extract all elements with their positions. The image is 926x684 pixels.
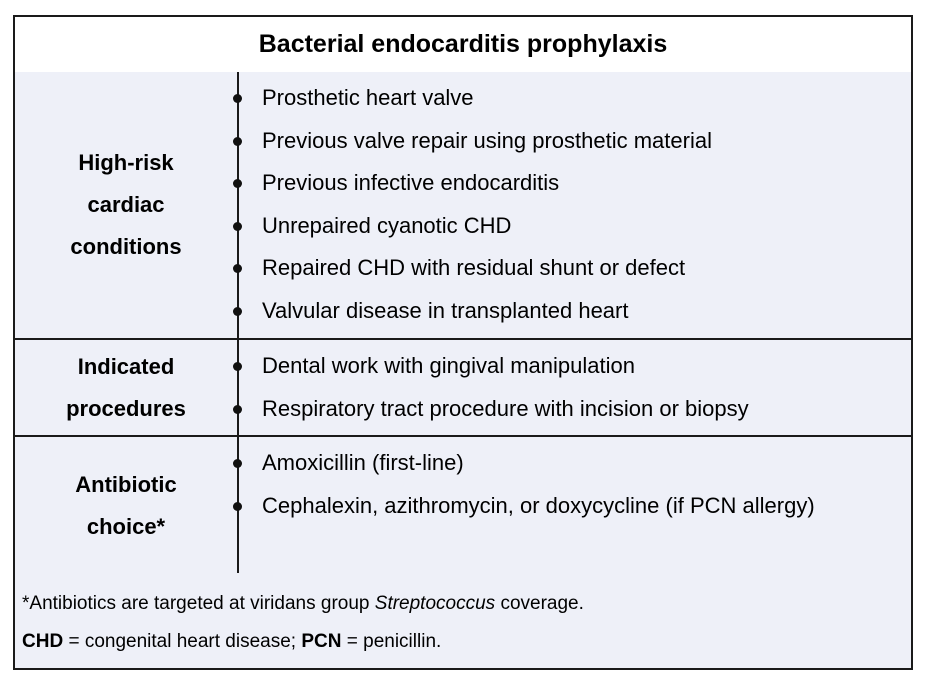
list-item <box>239 205 911 248</box>
list-item <box>239 485 911 528</box>
abbreviation-definition: = congenital heart disease; <box>63 631 302 652</box>
prophylaxis-table <box>13 15 913 670</box>
row-header-line: choice* <box>86 514 166 539</box>
list-item-text: Dental work with gingival manipulation <box>262 353 635 378</box>
list-item <box>239 442 911 485</box>
row-header-line: cardiac <box>87 192 165 217</box>
bullet-icon <box>233 307 242 316</box>
list-item <box>239 345 911 388</box>
list-item-text: Respiratory tract procedure with incision or biopsy <box>262 395 749 421</box>
list-item-text: Repaired CHD with residual shunt or defect <box>262 255 686 280</box>
bullet-icon <box>233 137 242 146</box>
row-header-line: High-risk <box>78 150 174 175</box>
footnote-text: coverage. <box>495 593 584 614</box>
row-header <box>15 72 239 338</box>
list-item-text: Unrepaired cyanotic CHD <box>262 212 512 238</box>
list-item <box>239 247 911 290</box>
list-item <box>239 290 911 333</box>
abbreviation-term: PCN <box>301 631 342 652</box>
bullet-icon <box>233 362 242 371</box>
bullet-icon <box>233 179 242 188</box>
bullet-icon <box>233 459 242 468</box>
row-header-line: Indicated <box>77 353 175 379</box>
row-indicated-procedures <box>15 340 911 437</box>
abbreviation-term: CHD <box>22 631 64 652</box>
row-high-risk-conditions <box>15 72 911 340</box>
list-item-text: Prosthetic heart valve <box>262 85 474 110</box>
bullet-icon <box>233 264 242 273</box>
row-header <box>15 340 239 435</box>
abbreviation-definition: = penicillin. <box>341 631 442 652</box>
footnote-line-1 <box>22 585 911 623</box>
antibiotic-list <box>239 442 911 527</box>
procedure-list <box>239 345 911 430</box>
list-item-text: Valvular disease in transplanted heart <box>262 297 629 323</box>
list-item-text: Amoxicillin (first-line) <box>262 450 464 475</box>
row-header-line: procedures <box>66 395 186 421</box>
row-header <box>15 437 239 575</box>
bullet-icon <box>233 405 242 414</box>
footnote-line-2 <box>22 623 911 661</box>
list-item-text: Previous valve repair using prosthetic material <box>262 127 712 153</box>
footnote <box>15 573 911 668</box>
list-item <box>239 77 911 120</box>
bullet-icon <box>233 222 242 231</box>
bullet-icon <box>233 94 242 103</box>
bullet-icon <box>233 502 242 511</box>
table-title: Bacterial endocarditis prophylaxis <box>15 17 911 74</box>
list-item <box>239 120 911 163</box>
list-item-text: Previous infective endocarditis <box>262 170 560 195</box>
row-antibiotic-choice <box>15 437 911 577</box>
list-item <box>239 162 911 205</box>
footnote-organism: Streptococcus <box>374 593 496 614</box>
list-item <box>239 388 911 431</box>
footnote-text: *Antibiotics are targeted at viridans group <box>22 593 375 614</box>
row-header-line: conditions <box>70 234 182 259</box>
condition-list <box>239 77 911 332</box>
row-header-line: Antibiotic <box>75 472 177 497</box>
list-item-text: Cephalexin, azithromycin, or doxycycline (if PCN allergy) <box>262 492 815 518</box>
